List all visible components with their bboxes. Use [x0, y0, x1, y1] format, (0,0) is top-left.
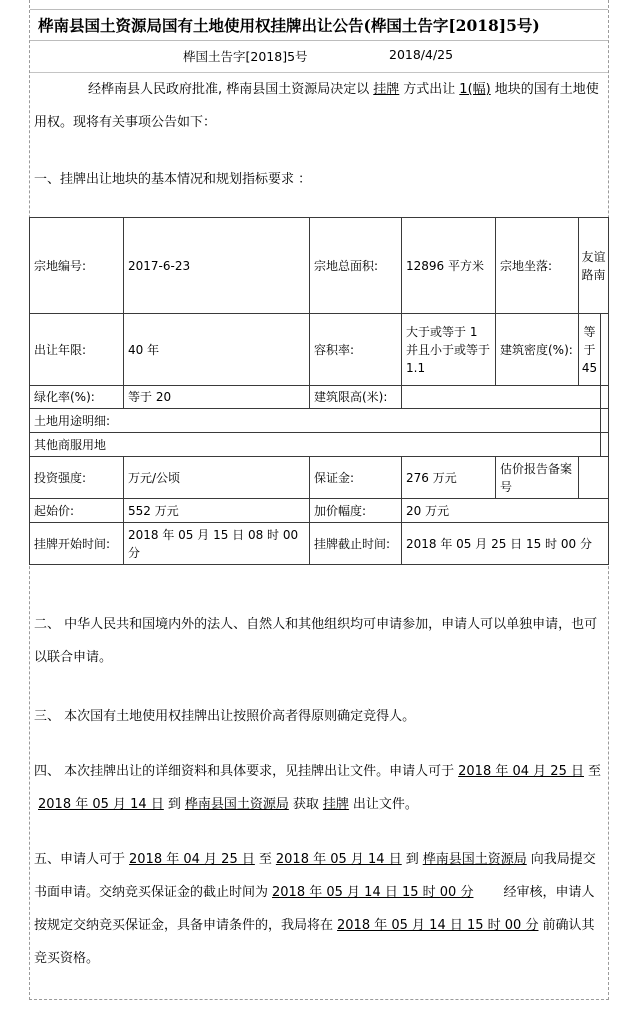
deposit-value: 276 万元 [402, 457, 496, 499]
term-value: 40 年 [124, 314, 310, 386]
s5-deposit-deadline: 2018 年 05 月 14 日 15 时 00 分 [272, 885, 474, 900]
density-extra-cell [601, 314, 609, 386]
s5-confirm-time: 2018 年 05 月 14 日 15 时 00 分 [337, 918, 539, 933]
use-value-extra-cell [601, 433, 609, 457]
increment-value: 20 万元 [402, 499, 609, 523]
intro-method: 挂牌 [373, 82, 400, 97]
s4-get-word: 获取 [292, 797, 319, 812]
intro-prefix: 经桦南县人民政府批准, 桦南县国土资源局决定以 [88, 82, 370, 97]
far-value: 大于或等于 1 并且小于或等于 1.1 [402, 314, 496, 386]
invest-label: 投资强度: [30, 457, 124, 499]
density-label: 建筑密度(%): [496, 314, 579, 386]
height-label: 建筑限高(米): [310, 386, 402, 409]
deposit-label: 保证金: [310, 457, 402, 499]
parcel-id-value: 2017-6-23 [124, 218, 310, 314]
parcel-location-label: 宗地坐落: [496, 218, 579, 314]
s4-place: 桦南县国土资源局 [184, 797, 289, 812]
height-value [402, 386, 601, 409]
parcel-table [29, 217, 609, 565]
intro-suffix: 地块的国有土地使用权。现将有关事项公告如下： [34, 82, 599, 130]
far-label: 容积率: [310, 314, 402, 386]
end-time-value: 2018 年 05 月 25 日 15 时 00 分 [402, 523, 609, 565]
start-time-value: 2018 年 05 月 15 日 08 时 00 分 [124, 523, 310, 565]
parcel-location-value: 友谊路南 [579, 218, 609, 314]
appraisal-label: 估价报告备案号 [496, 457, 579, 499]
section5-paragraph [30, 843, 608, 975]
section1-heading: 一、挂牌出让地块的基本情况和规划指标要求 ： [34, 172, 312, 187]
intro-middle: 方式出让 [403, 82, 456, 97]
s4-method: 挂牌 [322, 797, 349, 812]
green-value: 等于 20 [124, 386, 310, 409]
invest-value: 万元/公顷 [124, 457, 310, 499]
s5-to-word: 至 [258, 852, 272, 867]
s4-to-word: 至 [587, 764, 601, 779]
s5-suffix: 前确认其竞买资格。 [34, 918, 595, 966]
term-label: 出让年限: [30, 314, 124, 386]
density-value: 等于45 [579, 314, 601, 386]
doc-number: 桦国土告字[2018]5号 [183, 49, 308, 64]
s5-to-date: 2018 年 05 月 14 日 [275, 852, 402, 867]
use-label: 土地用途明细: [30, 409, 601, 433]
s5-mid2: 经审核，申请人按规定交纳竞买保证金，具备申请条件的，我局将在 [34, 885, 595, 933]
s4-suffix: 出让文件。 [352, 797, 418, 812]
s4-to-date: 2018 年 05 月 14 日 [38, 797, 164, 812]
intro-count: 1(幅) [459, 82, 491, 97]
start-price-value: 552 万元 [124, 499, 310, 523]
parcel-area-value: 12896 平方米 [402, 218, 496, 314]
s5-place: 桦南县国土资源局 [422, 852, 527, 867]
s5-from-date: 2018 年 04 月 25 日 [129, 852, 255, 867]
section2-paragraph: 二、 中华人民共和国境内外的法人、自然人和其他组织均可申请参加，申请人可以单独申请，也可以联合申请。 [34, 617, 598, 665]
s4-at-word: 到 [167, 797, 181, 812]
start-price-label: 起始价: [30, 499, 124, 523]
height-extra-cell [601, 386, 609, 409]
increment-label: 加价幅度: [310, 499, 402, 523]
notice-title: 桦南县国土资源局国有土地使用权挂牌出让公告(桦国土告字[2018]5号) [30, 9, 608, 41]
section4-paragraph [30, 755, 608, 821]
intro-paragraph [30, 73, 608, 139]
s5-prefix: 五、申请人可于 [34, 852, 126, 867]
appraisal-value [579, 457, 609, 499]
s5-mid1: 向我局提交书面申请。交纳竞买保证金的截止时间为 [34, 852, 596, 900]
green-label: 绿化率(%): [30, 386, 124, 409]
use-label-extra-cell [601, 409, 609, 433]
start-time-label: 挂牌开始时间: [30, 523, 124, 565]
notice-date: 2018/4/25 [389, 47, 454, 62]
s5-at-word: 到 [405, 852, 419, 867]
end-time-label: 挂牌截止时间: [310, 523, 402, 565]
section3-paragraph: 三、 本次国有土地使用权挂牌出让按照价高者得原则确定竞得人。 [34, 709, 416, 724]
parcel-id-label: 宗地编号: [30, 218, 124, 314]
s4-from-date: 2018 年 04 月 25 日 [458, 764, 584, 779]
use-value: 其他商服用地 [30, 433, 601, 457]
s4-prefix: 四、 本次挂牌出让的详细资料和具体要求，见挂牌出让文件。申请人可于 [34, 764, 455, 779]
parcel-area-label: 宗地总面积: [310, 218, 402, 314]
